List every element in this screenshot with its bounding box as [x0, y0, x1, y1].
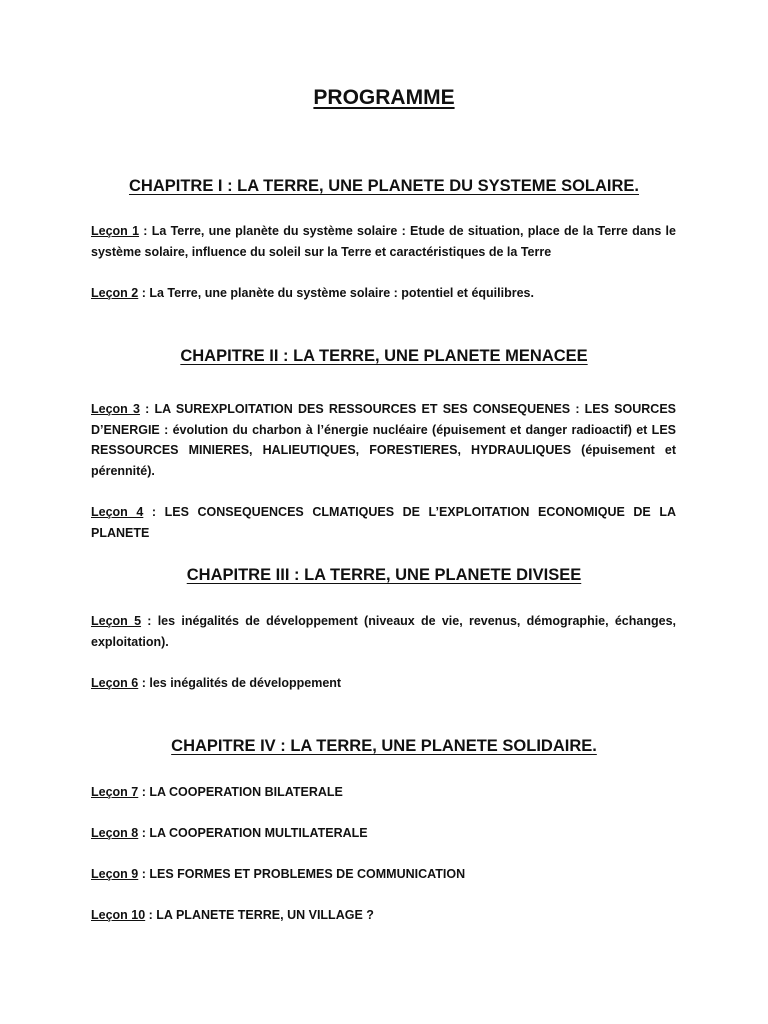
- lesson-4: [91, 502, 676, 543]
- chapter-1-label: CHAPITRE I: [128, 177, 223, 195]
- lesson-9-label: Leçon 9: [91, 867, 139, 881]
- chapter-2-heading: [0, 347, 768, 366]
- document-title: PROGRAMME: [313, 86, 455, 109]
- lesson-10-label: Leçon 10: [91, 908, 146, 922]
- lesson-1-label: Leçon 1: [91, 224, 140, 238]
- chapter-4-title: CHAPITRE IV : LA TERRE, UNE PLANETE SOLIDAIRE.: [171, 737, 597, 755]
- lesson-2-label: Leçon 2: [91, 286, 139, 300]
- lesson-5-text: : les inégalités de développement (niveaux de vie, revenus, démographie, échanges, exploitation).: [91, 614, 676, 649]
- lesson-7: [91, 782, 676, 803]
- lesson-9-text: : LES FORMES ET PROBLEMES DE COMMUNICATION: [138, 867, 466, 881]
- chapter-2-title: CHAPITRE II : LA TERRE, UNE PLANETE MENACEE: [180, 347, 588, 365]
- lesson-1: [91, 221, 676, 262]
- chapter-4-heading: [0, 737, 768, 756]
- chapter-1-title: : LA TERRE, UNE PLANETE DU SYSTEME SOLAIRE.: [222, 177, 640, 195]
- lesson-6-text: : les inégalités de développement: [138, 676, 342, 690]
- lesson-6-label: Leçon 6: [91, 676, 139, 690]
- lesson-7-text: : LA COOPERATION BILATERALE: [138, 785, 343, 799]
- lesson-2-text: : La Terre, une planète du système solaire : potentiel et équilibres.: [138, 286, 534, 300]
- lesson-7-label: Leçon 7: [91, 785, 139, 799]
- lesson-4-label: Leçon 4: [91, 505, 144, 519]
- lesson-6: [91, 673, 676, 694]
- lesson-2: [91, 283, 676, 304]
- lesson-8-text: : LA COOPERATION MULTILATERALE: [138, 826, 368, 840]
- lesson-4-text: : LES CONSEQUENCES CLMATIQUES DE L’EXPLOITATION ECONOMIQUE DE LA PLANETE: [91, 505, 676, 540]
- lesson-8: [91, 823, 676, 844]
- chapter-1-heading: [0, 177, 768, 196]
- lesson-3-label: Leçon 3: [91, 402, 140, 416]
- lesson-1-text: : La Terre, une planète du système solaire : Etude de situation, place de la Terre dans le système solaire, influence du soleil sur la Terre et caractéristiques de la Terre: [91, 224, 676, 259]
- lesson-3-text: : LA SUREXPLOITATION DES RESSOURCES ET SES CONSEQUENES : LES SOURCES D’ENERGIE : évolution du charbon à l’énergie nucléaire (épuisement et danger radioactif) et LES RESSOURCES MINIERES, HALIEUTIQUES, FORESTIERES, HYDRAULIQUES (épuisement et pérennité).: [91, 402, 676, 478]
- lesson-10-text: : LA PLANETE TERRE, UN VILLAGE ?: [145, 908, 374, 922]
- lesson-5: [91, 611, 676, 652]
- chapter-3-heading: [0, 566, 768, 585]
- lesson-5-label: Leçon 5: [91, 614, 142, 628]
- lesson-9: [91, 864, 676, 885]
- lesson-3: [91, 399, 676, 481]
- chapter-3-title: CHAPITRE III : LA TERRE, UNE PLANETE DIVISEE: [186, 566, 582, 584]
- lesson-8-label: Leçon 8: [91, 826, 139, 840]
- lesson-10: [91, 905, 676, 926]
